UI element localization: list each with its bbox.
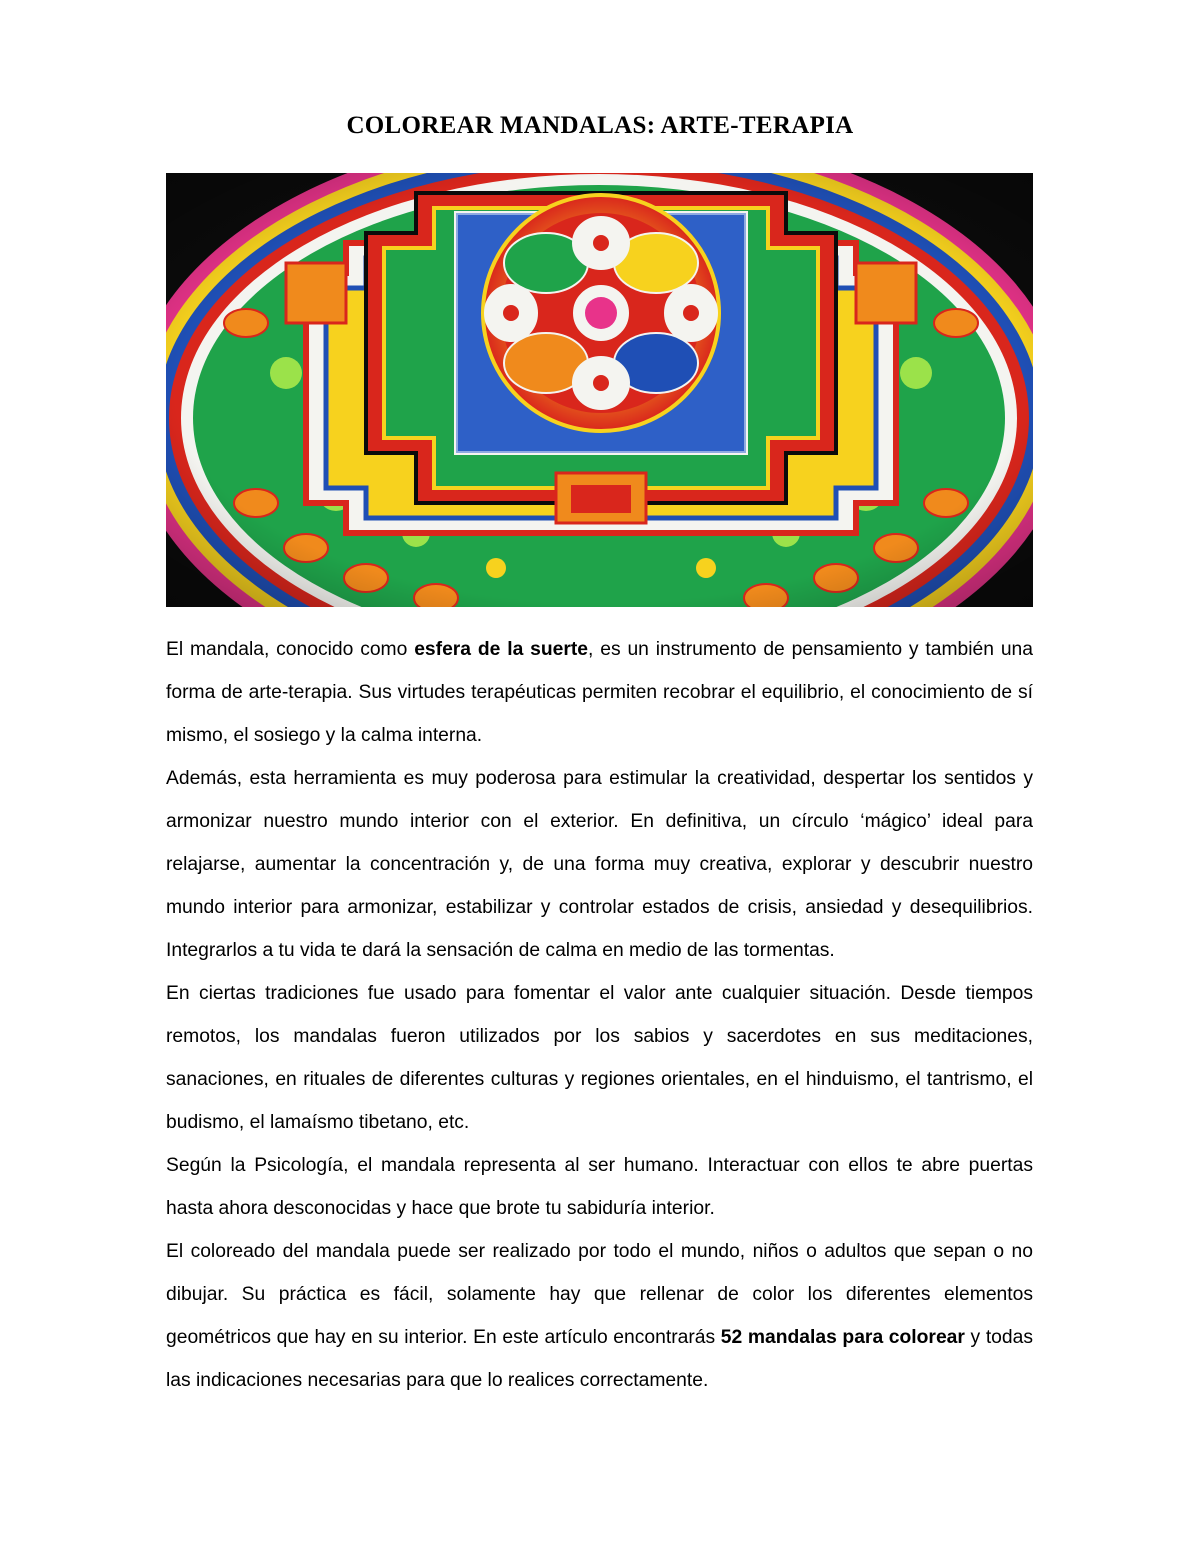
paragraph-5-text-b: y todas las indicaciones necesarias para que lo realices correctamente. [166, 1327, 1033, 1391]
paragraph-3: En ciertas tradiciones fue usado para fomentar el valor ante cualquier situación. Desde tiempos remotos, los mandalas fueron utilizados por los sabios y sacerdotes en sus meditaciones, sanaciones, en rituales de diferentes culturas y regiones orientales, en el hinduismo, el tantrismo, el budismo, el lamaísmo tibetano, etc. [166, 983, 1033, 1133]
paragraph-1-text-b: , es un instrumento de pensamiento y también una forma de arte-terapia. Sus virtudes terapéuticas permiten recobrar el equilibrio, el conocimiento de sí mismo, el sosiego y la calma interna. [166, 639, 1033, 746]
mandala-photo [166, 173, 1033, 607]
paragraph-5 [166, 1230, 1033, 1402]
paragraph-1 [166, 628, 1033, 757]
paragraph-5-emphasis: 52 mandalas para colorear [720, 1327, 965, 1348]
paragraph-1-text-a: El mandala, conocido como [166, 639, 415, 660]
page-title: COLOREAR MANDALAS: ARTE-TERAPIA [346, 112, 854, 139]
paragraph-2: Además, esta herramienta es muy poderosa para estimular la creatividad, despertar los sentidos y armonizar nuestro mundo interior con el exterior. En definitiva, un círculo ‘mágico’ ideal para relajarse, aumentar la concentración y, de una forma muy creativa, explorar y descubrir nuestro mundo interior para armonizar, estabilizar y controlar estados de crisis, ansiedad y desequilibrios. Integrarlos a tu vida te dará la sensación de calma en medio de las tormentas. [166, 768, 1033, 961]
article-body [166, 628, 1033, 1402]
paragraph-4: Según la Psicología, el mandala representa al ser humano. Interactuar con ellos te abre puertas hasta ahora desconocidas y hace que brote tu sabiduría interior. [166, 1155, 1033, 1219]
paragraph-5-text-a: El coloreado del mandala puede ser realizado por todo el mundo, niños o adultos que sepan o no dibujar. Su práctica es fácil, solamente hay que rellenar de color los diferentes elementos geométricos que hay en su interior. En este artículo encontrarás [166, 1241, 1033, 1348]
paragraph-1-emphasis: esfera de la suerte [414, 639, 589, 660]
